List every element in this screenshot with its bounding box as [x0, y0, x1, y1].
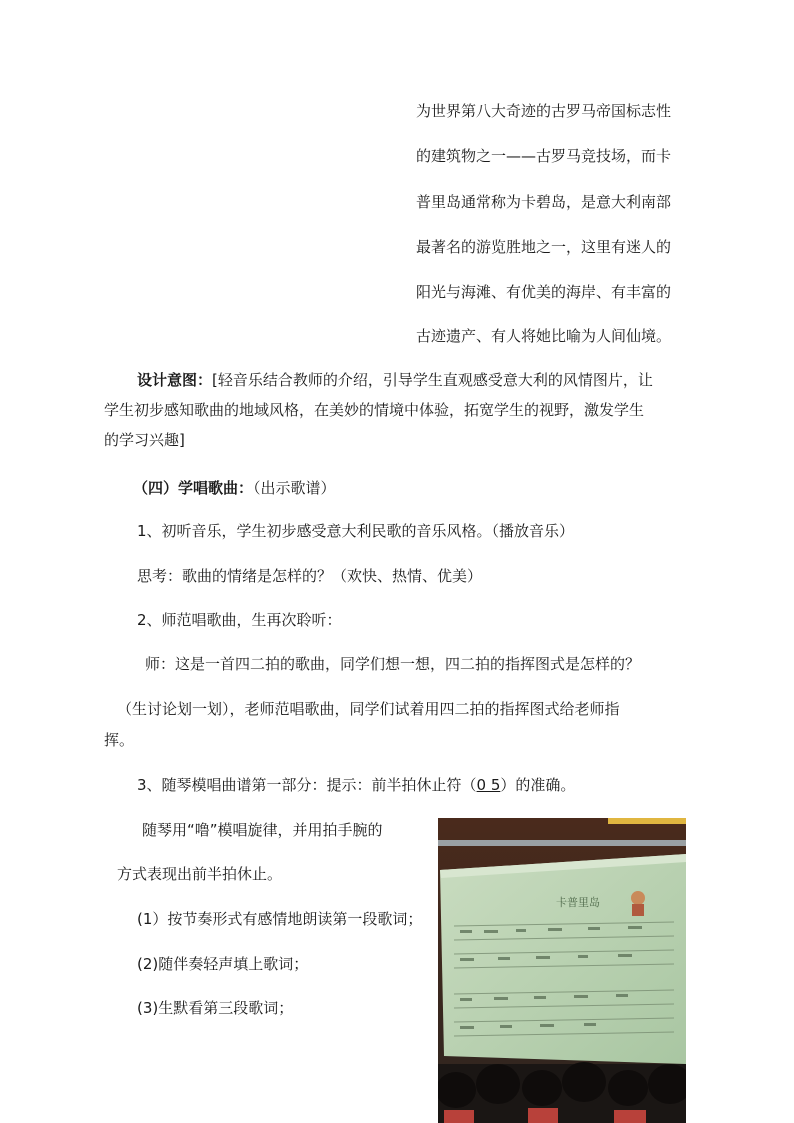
design-intent-line-2: 学生初步感知歌曲的地域风格，在美妙的情境中体验，拓宽学生的视野，激发学生	[104, 401, 645, 419]
step-3-suffix: ）的准确。	[500, 776, 576, 794]
step-3-prefix: 3、随琴模唱曲谱第一部分：提示：前半拍休止符（	[137, 776, 477, 794]
section-heading	[133, 478, 336, 498]
design-intent-line-3: 的学习兴趣]	[104, 431, 185, 449]
intro-line-3: 普里岛通常称为卡碧岛，是意大利南部	[416, 193, 672, 211]
classroom-photo	[438, 818, 686, 1123]
step-3	[137, 775, 575, 795]
intro-line-5: 阳光与海滩、有优美的海岸、有丰富的	[416, 283, 672, 301]
step-2: 2、师范唱歌曲，生再次聆听：	[137, 611, 342, 629]
think-question: 思考：歌曲的情绪是怎样的？（欢快、热情、优美）	[137, 567, 483, 585]
sub-item-3: (3)生默看第三段歌词；	[137, 999, 294, 1017]
hum-line-1: 随琴用“噜”模唱旋律，并用拍手腕的	[142, 821, 383, 839]
teacher-line: 师：这是一首四二拍的歌曲，同学们想一想，四二拍的指挥图式是怎样的？	[145, 655, 641, 673]
intro-line-2: 的建筑物之一——古罗马竞技场，而卡	[416, 147, 672, 165]
rest-notation: 0 5	[476, 776, 501, 794]
student-line-2: 挥。	[104, 731, 135, 749]
intro-line-6: 古迹遗产、有人将她比喻为人间仙境。	[416, 327, 672, 345]
hum-line-2: 方式表现出前半拍休止。	[117, 865, 283, 883]
student-line-1: （生讨论划一划），老师范唱歌曲，同学们试着用四二拍的指挥图式给老师指	[117, 700, 620, 718]
design-intent-label: 设计意图：	[137, 371, 213, 389]
sub-item-2: (2)随伴奏轻声填上歌词；	[137, 955, 309, 973]
design-intent-text: [轻音乐结合教师的介绍，引导学生直观感受意大利的风情图片，让	[212, 371, 653, 389]
design-intent-line-1	[137, 370, 653, 390]
intro-line-4: 最著名的游览胜地之一，这里有迷人的	[416, 238, 672, 256]
classroom-photo-drawing	[438, 818, 686, 1123]
step-1: 1、初听音乐，学生初步感受意大利民歌的音乐风格。（播放音乐）	[137, 522, 575, 540]
section-title: （四）学唱歌曲：	[133, 479, 254, 497]
sub-item-1: (1）按节奏形式有感情地朗读第一段歌词；	[137, 910, 423, 928]
screen-title: 卡普里岛	[556, 896, 600, 909]
intro-line-1: 为世界第八大奇迹的古罗马帝国标志性	[416, 102, 672, 120]
section-note: （出示歌谱）	[253, 479, 336, 497]
